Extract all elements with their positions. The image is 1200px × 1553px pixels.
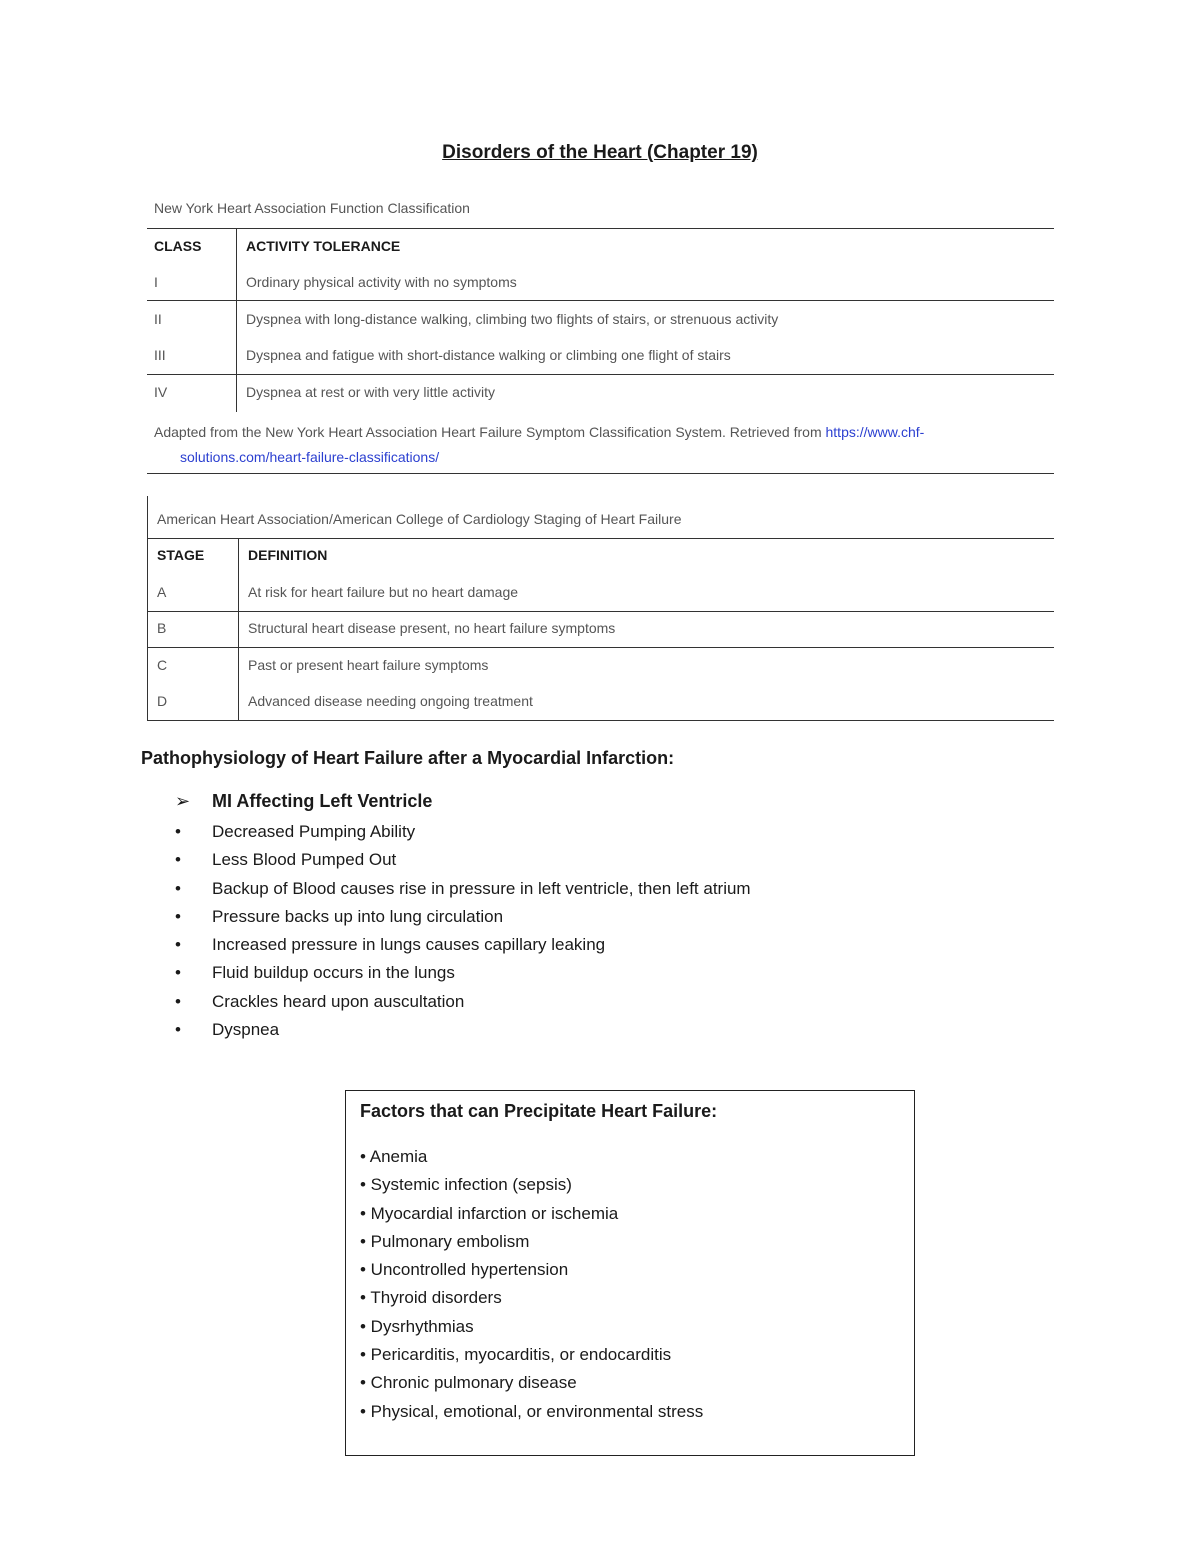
list-item: [175, 877, 751, 905]
list-item: [175, 933, 751, 961]
factors-title: Factors that can Precipitate Heart Failure:: [360, 1101, 718, 1121]
column-header-definition: DEFINITION: [248, 547, 328, 563]
bullet-icon: •: [175, 935, 181, 955]
table-row-class: IV: [154, 384, 168, 400]
column-divider: [236, 228, 237, 412]
pathophysiology-heading: Pathophysiology of Heart Failure after a Myocardial Infarction:: [141, 748, 675, 768]
table-rule: [147, 647, 1054, 648]
page-title: Disorders of the Heart (Chapter 19): [442, 142, 758, 163]
nyha-source-note: [154, 420, 1054, 470]
nyha-table-caption: New York Heart Association Function Classification: [154, 200, 470, 216]
list-item-text: Fluid buildup occurs in the lungs: [212, 963, 455, 983]
table-row-activity: Ordinary physical activity with no symptoms: [246, 274, 517, 290]
list-item: • Chronic pulmonary disease: [360, 1373, 577, 1393]
table-row-class: II: [154, 311, 162, 327]
list-item: • Uncontrolled hypertension: [360, 1260, 569, 1280]
list-item: [175, 848, 751, 876]
aha-table-caption: American Heart Association/American College of Cardiology Staging of Heart Failure: [157, 511, 682, 527]
arrow-bullet-icon: ➢: [175, 791, 191, 811]
table-rule: [147, 611, 1054, 612]
table-row-activity: Dyspnea and fatigue with short-distance walking or climbing one flight of stairs: [246, 347, 731, 363]
source-link-continued[interactable]: solutions.com/heart-failure-classifications/: [180, 449, 440, 465]
table-row-stage: C: [157, 657, 168, 673]
table-row-stage: B: [157, 620, 167, 636]
arrow-item-text: MI Affecting Left Ventricle: [212, 791, 433, 811]
list-item: • Pulmonary embolism: [360, 1231, 530, 1251]
table-rule: [147, 300, 1054, 301]
list-item-text: Pressure backs up into lung circulation: [212, 906, 504, 926]
table-left-border: [147, 496, 148, 721]
list-item: [175, 820, 751, 848]
source-link[interactable]: https://www.chf-: [825, 424, 925, 440]
list-item-text: Increased pressure in lungs causes capillary leaking: [212, 935, 606, 955]
bullet-icon: •: [175, 963, 181, 983]
table-row-stage: A: [157, 584, 167, 600]
list-item-text: Backup of Blood causes rise in pressure in left ventricle, then left atrium: [212, 878, 751, 898]
table-row-stage: D: [157, 693, 168, 709]
column-header-stage: STAGE: [157, 547, 205, 563]
factors-box: [345, 1090, 915, 1456]
list-item: • Physical, emotional, or environmental stress: [360, 1401, 704, 1421]
column-divider: [238, 538, 239, 721]
list-item-text: Crackles heard upon auscultation: [212, 991, 465, 1011]
table-rule: [147, 228, 1054, 229]
list-item: • Dysrhythmias: [360, 1316, 474, 1336]
table-row-definition: Structural heart disease present, no heart failure symptoms: [248, 620, 616, 636]
bullet-icon: •: [175, 878, 181, 898]
table-row-class: III: [154, 347, 166, 363]
factors-list: [360, 1145, 703, 1428]
source-text: Adapted from the New York Heart Association Heart Failure Symptom Classification System. Retrieved from: [154, 424, 826, 440]
table-row-definition: Advanced disease needing ongoing treatment: [248, 693, 533, 709]
table-rule: [147, 473, 1054, 474]
table-row-activity: Dyspnea with long-distance walking, climbing two flights of stairs, or strenuous activity: [246, 311, 779, 327]
bullet-icon: •: [175, 822, 181, 841]
pathophysiology-bullet-list: [175, 820, 751, 1046]
bullet-icon: •: [175, 991, 181, 1011]
list-item: [175, 961, 751, 989]
table-row-activity: Dyspnea at rest or with very little activity: [246, 384, 495, 400]
table-row-class: I: [154, 274, 158, 290]
list-item: • Myocardial infarction or ischemia: [360, 1203, 619, 1223]
list-item: • Pericarditis, myocarditis, or endocarditis: [360, 1345, 672, 1365]
list-item: • Anemia: [360, 1147, 428, 1166]
list-item: [175, 1018, 751, 1046]
list-item-text: Decreased Pumping Ability: [212, 822, 416, 841]
list-item: [175, 990, 751, 1018]
column-header-class: CLASS: [154, 238, 202, 254]
bullet-icon: •: [175, 850, 181, 870]
list-item: [175, 905, 751, 933]
bullet-icon: •: [175, 906, 181, 926]
list-item: • Thyroid disorders: [360, 1288, 502, 1308]
table-rule: [147, 374, 1054, 375]
bullet-icon: •: [175, 1020, 181, 1040]
table-rule: [147, 720, 1054, 721]
list-item: • Systemic infection (sepsis): [360, 1175, 572, 1195]
arrow-list-item: [175, 791, 432, 812]
table-row-definition: Past or present heart failure symptoms: [248, 657, 489, 673]
table-row-definition: At risk for heart failure but no heart damage: [248, 584, 519, 600]
column-header-activity: ACTIVITY TOLERANCE: [246, 238, 401, 254]
list-item-text: Dyspnea: [212, 1020, 280, 1040]
list-item-text: Less Blood Pumped Out: [212, 850, 397, 870]
table-rule: [147, 538, 1054, 539]
